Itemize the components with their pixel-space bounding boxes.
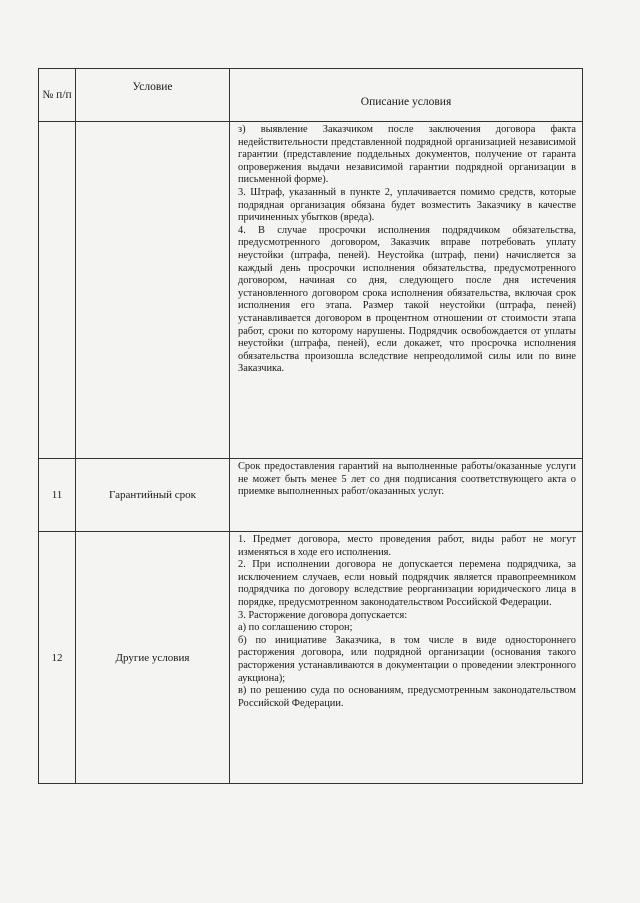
row-description	[230, 459, 583, 532]
header-number: № п/п	[39, 69, 76, 122]
row-description	[230, 122, 583, 459]
paragraph: в) по решению суда по основаниям, предусмотренным законодательством Российской Федерации.	[238, 685, 576, 709]
paragraph: 3. Штраф, указанный в пункте 2, уплачивается помимо средств, которые подрядная организация обязана будет возместить Заказчику в качестве причиненных убытков (вреда).	[238, 186, 576, 224]
row-number: 11	[39, 459, 76, 532]
row-number: 12	[39, 532, 76, 784]
paragraph: 4. В случае просрочки исполнения подрядчиком обязательства, предусмотренного договором, Заказчик вправе потребовать уплату неустойки (штрафа, пеней). Неустойка (штраф, пени) начисляется за каждый день просрочки исполнения обязательства, предусмотренного договором, начиная со дня, следующего после дня истечения установленного договором срока исполнения обязательства, включая срок исполнения его этапа. Размер такой неустойки (штрафа, пеней) устанавливается договором в процентном отношении от стоимости этапа работ, сроки по которому нарушены. Подрядчик освобождается от уплаты неустойки (штрафа, пеней), если докажет, что просрочка исполнения обязательства произошла вследствие непреодолимой силы или по вине Заказчика.	[238, 224, 576, 375]
paragraph: 3. Расторжение договора допускается:	[238, 609, 408, 621]
row-number	[39, 122, 76, 459]
row-description	[230, 532, 583, 784]
row-condition: Гарантийный срок	[76, 459, 230, 532]
row-condition: Другие условия	[76, 532, 230, 784]
contract-conditions-table	[38, 68, 583, 784]
paragraph: Срок предоставления гарантий на выполненные работы/оказанные услуги не может быть менее 5 лет со дня подписания соответствующего акта о приемке выполненных работ/оказанных услуг.	[238, 461, 576, 498]
paragraph: б) по инициативе Заказчика, в том числе в виде одностороннего расторжения договора, или подрядной организации (основания такого расторжения устанавливаются в документации о проведении электронного аукциона);	[238, 634, 576, 684]
paragraph: з) выявление Заказчиком после заключения договора факта недействительности представленной подрядной организацией независимой гарантии (представление поддельных документов, получение от гаранта опровержения выдачи независимой гарантии подрядной организации в письменной форме).	[238, 124, 576, 186]
table-row	[39, 532, 583, 784]
paragraph: 1. Предмет договора, место проведения работ, виды работ не могут изменяться в ходе его исполнения.	[238, 534, 576, 558]
header-condition: Условие	[76, 69, 230, 122]
table-header-row	[39, 69, 583, 122]
table-row	[39, 122, 583, 459]
table-row	[39, 459, 583, 532]
paragraph: а) по соглашению сторон;	[238, 622, 353, 634]
header-description: Описание условия	[230, 69, 583, 122]
paragraph: 2. При исполнении договора не допускается перемена подрядчика, за исключением случаев, если новый подрядчик является правопреемником подрядчика по договору вследствие реорганизации юридического лица в порядке, предусмотренном законодательством Российской Федерации.	[238, 559, 576, 608]
row-condition	[76, 122, 230, 459]
